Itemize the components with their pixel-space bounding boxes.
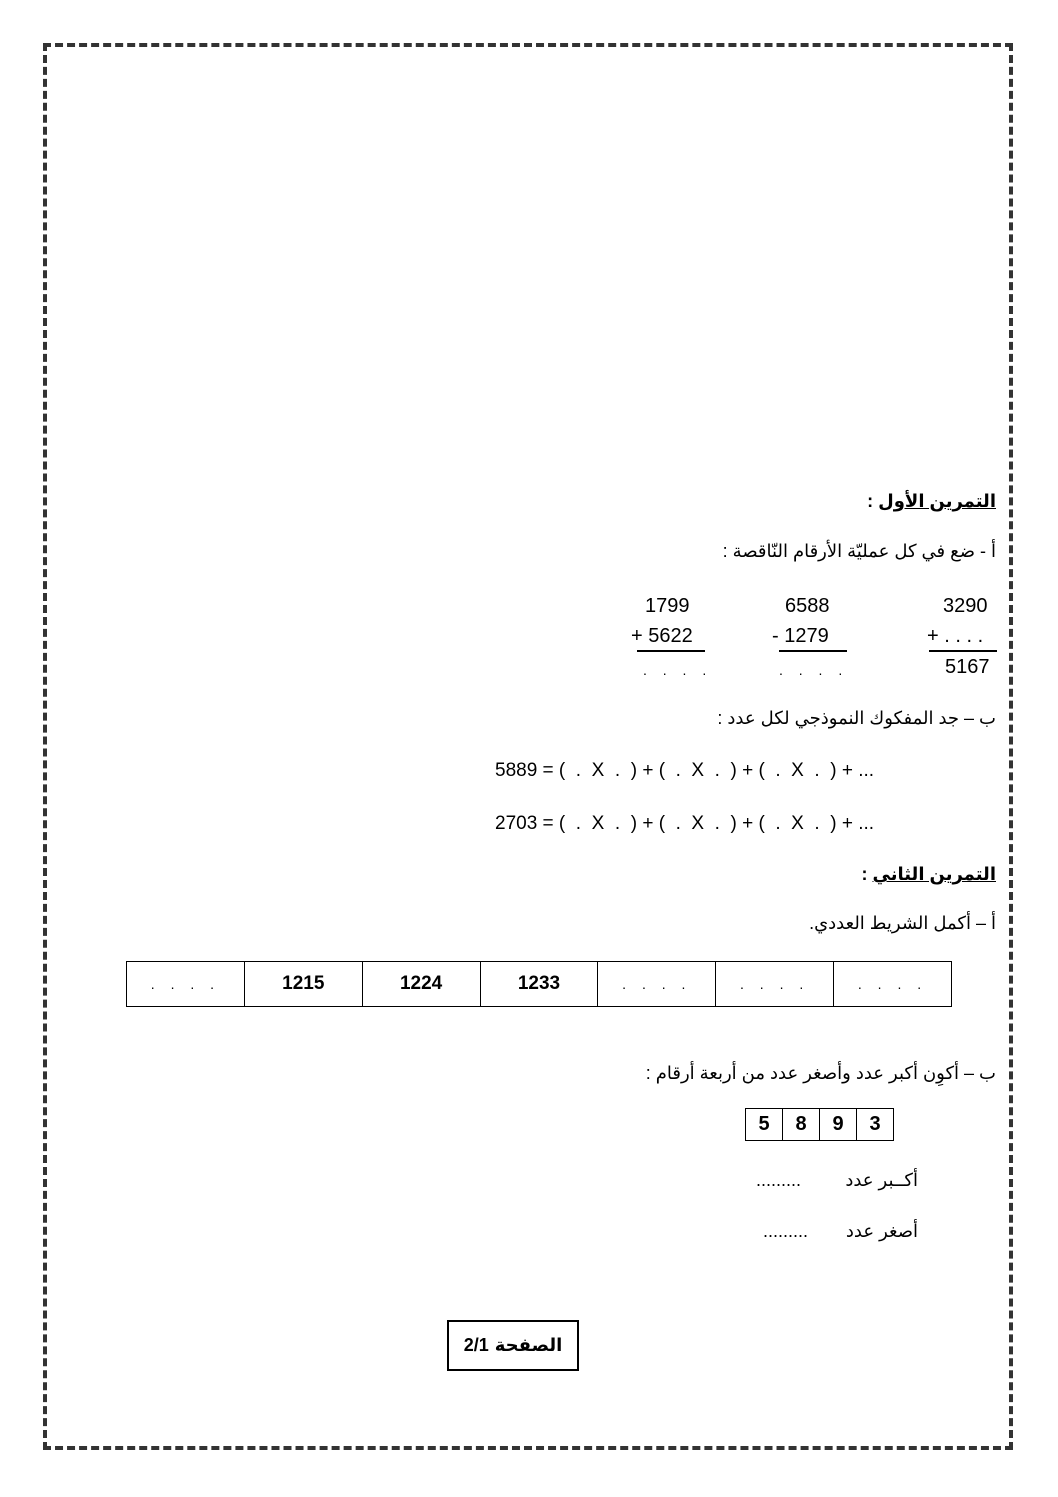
op1-second: + . . . . <box>927 625 984 647</box>
exercise-1-title <box>867 491 996 512</box>
digit-boxes <box>745 1108 894 1141</box>
strip-cell: 1224 <box>362 962 480 1007</box>
page-number: 2/1 <box>463 1335 489 1355</box>
strip-cell: . . . . <box>716 962 834 1007</box>
exercise-2-title <box>861 864 996 885</box>
strip-cell: 1233 <box>480 962 598 1007</box>
exercise-2-part-b: ب – أكوِن أكبر عدد وأصغر عدد من أربعة أرقام : <box>645 1063 996 1083</box>
strip-cell: . . . . <box>598 962 716 1007</box>
op2-top: 6588 <box>785 595 830 617</box>
strip-cell: 1215 <box>244 962 362 1007</box>
digit-box: 9 <box>820 1109 857 1141</box>
op3-top: 1799 <box>645 595 690 617</box>
largest-dots: ......... <box>756 1170 802 1190</box>
exercise-1-part-a: أ - ضع في كل عمليّة الأرقام النّاقصة : <box>722 541 996 561</box>
strip-cell: . . . . <box>834 962 952 1007</box>
op1-result: 5167 <box>945 656 990 678</box>
decomposition-2: 2703 = ( . X . ) + ( . X . ) + ( . X . ) + ... <box>495 813 875 834</box>
exercise-2-title-text: التمرين الثاني <box>872 864 996 884</box>
op3-rule <box>637 650 705 652</box>
strip-cell: . . . . <box>127 962 245 1007</box>
smallest-label: أصغر عدد <box>845 1221 918 1241</box>
op1-top: 3290 <box>943 595 988 617</box>
digit-box: 3 <box>857 1109 894 1141</box>
smallest-dots: ......... <box>763 1221 809 1241</box>
op3-second: + 5622 <box>631 625 693 647</box>
largest-number-line <box>756 1170 918 1191</box>
digit-box: 5 <box>746 1109 783 1141</box>
op1-rule <box>929 650 997 652</box>
page-label: الصفحة <box>494 1335 563 1355</box>
op2-rule <box>779 650 847 652</box>
smallest-number-line <box>763 1221 918 1242</box>
op3-result: . . . . <box>643 662 713 678</box>
exercise-1-colon: : <box>867 491 874 511</box>
exercise-2-colon: : <box>861 864 868 884</box>
number-strip <box>126 961 952 1007</box>
exercise-1-title-text: التمرين الأول <box>878 491 996 511</box>
decomposition-1: 5889 = ( . X . ) + ( . X . ) + ( . X . ) + ... <box>495 760 875 781</box>
digit-box: 8 <box>783 1109 820 1141</box>
page-number-box <box>447 1320 579 1371</box>
exercise-1-part-b: ب – جد المفكوك النموذجي لكل عدد : <box>717 708 996 728</box>
largest-label: أكــبر عدد <box>845 1170 918 1190</box>
op2-result: . . . . <box>779 662 849 678</box>
exercise-2-part-a: أ – أكمل الشريط العددي. <box>809 913 996 933</box>
op2-second: - 1279 <box>772 625 829 647</box>
